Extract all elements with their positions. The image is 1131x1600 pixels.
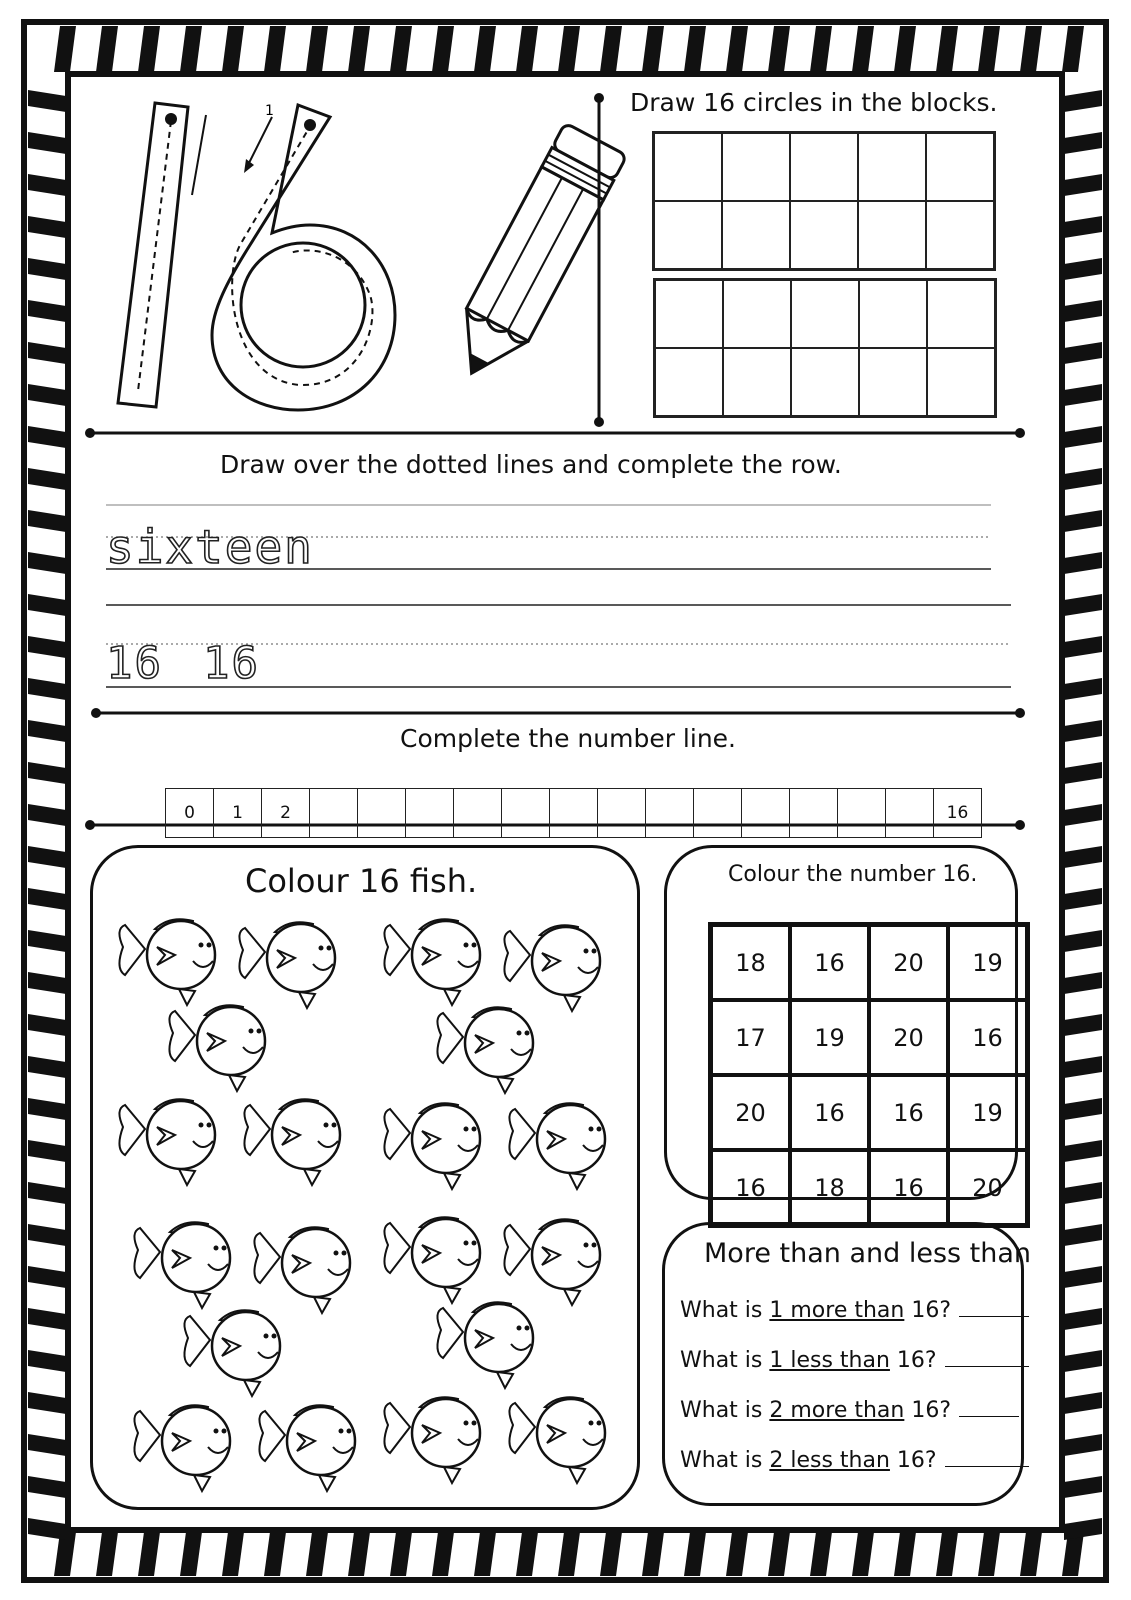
frame-stripe (1064, 1350, 1102, 1372)
frame-stripe (600, 26, 622, 72)
fish-icon[interactable] (504, 925, 600, 1011)
frame-stripe (180, 1532, 202, 1576)
frame-stripe (306, 1532, 328, 1576)
question-text: 16? (889, 1448, 937, 1473)
number-grid-cell[interactable]: 18 (790, 1150, 869, 1225)
frame-stripe (1020, 1532, 1042, 1576)
frame-stripe (28, 846, 66, 868)
question-text: 16? (904, 1298, 952, 1323)
more-less-question (680, 1446, 1029, 1473)
frame-stripe (1064, 1098, 1102, 1120)
frame-stripe (138, 26, 160, 72)
number-grid-cell[interactable]: 16 (711, 1150, 790, 1225)
number-line-cell[interactable] (886, 789, 934, 837)
frame-stripe (1064, 1308, 1102, 1330)
section-divider (84, 426, 1028, 440)
fish-icon[interactable] (504, 1219, 600, 1305)
frame-stripe (1064, 1056, 1102, 1078)
frame-stripe (28, 216, 66, 238)
frame-stripe (138, 1532, 160, 1576)
number-line-cell: 1 (214, 789, 262, 837)
frame-stripe (28, 468, 66, 490)
fish-instruction: Colour 16 fish. (245, 862, 478, 900)
frame-stripe (852, 1532, 874, 1576)
frame-stripe (936, 1532, 958, 1576)
fish-icon[interactable] (384, 919, 480, 1005)
number-grid-cell[interactable]: 16 (790, 925, 869, 1000)
frame-stripe (28, 1308, 66, 1330)
frame-stripe (28, 1056, 66, 1078)
frame-stripe (1064, 846, 1102, 868)
frame-stripe (894, 1532, 916, 1576)
frame-stripe (28, 720, 66, 742)
frame-stripe (28, 90, 66, 112)
frame-stripe (1064, 1476, 1102, 1498)
number-grid[interactable] (708, 922, 1030, 1228)
frame-stripe (1062, 26, 1084, 72)
number-line-cell: 0 (166, 789, 214, 837)
frame-stripe (1064, 1182, 1102, 1204)
frame-stripe (28, 258, 66, 280)
frame-stripe (28, 426, 66, 448)
frame-stripe (28, 930, 66, 952)
question-text: What is (680, 1348, 770, 1373)
frame-stripe (28, 552, 66, 574)
number-grid-cell[interactable]: 19 (948, 1075, 1027, 1150)
frame-stripe (28, 1518, 66, 1540)
frame-stripe (28, 1476, 66, 1498)
question-underlined: 2 less than (769, 1448, 890, 1473)
frame-stripe (642, 26, 664, 72)
frame-stripe (28, 1434, 66, 1456)
frame-stripe (1064, 1266, 1102, 1288)
frame-stripe (390, 26, 412, 72)
frame-stripe (726, 26, 748, 72)
frame-stripe (28, 1350, 66, 1372)
frame-stripe (600, 1532, 622, 1576)
question-text: 16? (904, 1398, 952, 1423)
frame-stripe (348, 1532, 370, 1576)
number-line-cell[interactable] (550, 789, 598, 837)
frame-stripe (28, 1392, 66, 1414)
frame-stripe (222, 1532, 244, 1576)
frame-stripe (1064, 216, 1102, 238)
question-underlined: 1 more than (769, 1298, 905, 1323)
number-line-cell[interactable] (406, 789, 454, 837)
frame-stripe (28, 384, 66, 406)
answer-blank[interactable] (959, 1396, 1019, 1417)
frame-stripe (28, 762, 66, 784)
frame-stripe (1064, 300, 1102, 322)
number-grid-cell[interactable]: 20 (948, 1150, 1027, 1225)
trace-number: 16 (106, 638, 163, 689)
frame-stripe (1064, 1518, 1102, 1540)
question-text: 16? (889, 1348, 937, 1373)
frame-stripe (516, 1532, 538, 1576)
frame-stripe (768, 26, 790, 72)
fish-icon[interactable] (384, 1397, 480, 1483)
fish-icon[interactable] (134, 1405, 230, 1491)
question-underlined: 2 more than (769, 1398, 905, 1423)
fish-icon[interactable] (437, 1302, 533, 1388)
number-line-cell[interactable] (838, 789, 886, 837)
frame-stripe (1064, 1224, 1102, 1246)
frame-stripe (28, 1266, 66, 1288)
svg-text:1: 1 (265, 103, 274, 119)
more-less-title: More than and less than (704, 1238, 1032, 1269)
number-grid-cell[interactable]: 16 (790, 1075, 869, 1150)
frame-stripe (432, 26, 454, 72)
fish-icon[interactable] (119, 919, 215, 1005)
frame-stripe (1064, 762, 1102, 784)
frame-stripe (810, 26, 832, 72)
frame-stripe (390, 1532, 412, 1576)
frame-stripe (936, 26, 958, 72)
number-grid-cell[interactable]: 16 (948, 1000, 1027, 1075)
frame-stripe (978, 1532, 1000, 1576)
frame-stripe (1064, 1392, 1102, 1414)
frame-stripe (28, 678, 66, 700)
number-grid-cell[interactable]: 20 (869, 925, 948, 1000)
frame-stripe (96, 26, 118, 72)
frame-stripe (1064, 636, 1102, 658)
frame-stripe (54, 26, 76, 72)
frame-stripe (684, 26, 706, 72)
frame-stripe (1064, 1014, 1102, 1036)
fish-icon[interactable] (254, 1227, 350, 1313)
question-text: What is (680, 1398, 770, 1423)
number-grid-cell[interactable]: 20 (869, 1000, 948, 1075)
number-line-cell[interactable] (694, 789, 742, 837)
fish-icon[interactable] (244, 1099, 340, 1185)
frame-stripe (1064, 132, 1102, 154)
frame-stripe (1064, 510, 1102, 532)
number-grid-cell[interactable]: 17 (711, 1000, 790, 1075)
number-line-cell[interactable] (502, 789, 550, 837)
number-grid-cell[interactable]: 19 (948, 925, 1027, 1000)
answer-blank[interactable] (945, 1346, 1029, 1367)
frame-stripe (28, 1140, 66, 1162)
fish-icon[interactable] (184, 1310, 280, 1396)
frame-stripe (28, 1182, 66, 1204)
frame-stripe (1064, 174, 1102, 196)
writing-instruction: Draw over the dotted lines and complete the row. (220, 450, 842, 479)
more-less-question (680, 1296, 1029, 1323)
section-divider (90, 706, 1034, 720)
number-grid-cell[interactable]: 20 (711, 1075, 790, 1150)
number-line[interactable] (165, 788, 982, 838)
frame-stripe (1064, 972, 1102, 994)
fish-icon[interactable] (119, 1099, 215, 1185)
fish-icon[interactable] (509, 1397, 605, 1483)
frame-stripe (1064, 468, 1102, 490)
question-text: What is (680, 1448, 770, 1473)
frame-stripe (1064, 930, 1102, 952)
number-line-cell[interactable] (742, 789, 790, 837)
big-numeral-16-trace (100, 95, 440, 425)
number-grid-cell[interactable]: 19 (790, 1000, 869, 1075)
fish-group (95, 905, 635, 1505)
frame-stripe (1064, 1140, 1102, 1162)
frame-stripe (28, 972, 66, 994)
more-less-question (680, 1396, 1019, 1423)
fish-icon[interactable] (509, 1103, 605, 1189)
frame-stripe (28, 1224, 66, 1246)
frame-stripe (768, 1532, 790, 1576)
frame-stripe (1064, 342, 1102, 364)
frame-stripe (1064, 90, 1102, 112)
frame-stripe (306, 26, 328, 72)
fish-icon[interactable] (169, 1005, 265, 1091)
frame-stripe (28, 594, 66, 616)
answer-blank[interactable] (945, 1446, 1029, 1467)
question-text: What is (680, 1298, 770, 1323)
frame-stripe (28, 636, 66, 658)
frame-stripe (28, 510, 66, 532)
trace-number: 16 (202, 638, 260, 689)
number-line-instruction: Complete the number line. (400, 724, 736, 753)
frame-stripe (558, 26, 580, 72)
frame-stripe (1064, 678, 1102, 700)
frame-stripe (348, 26, 370, 72)
number-line-cell[interactable] (646, 789, 694, 837)
frame-stripe (28, 342, 66, 364)
fish-icon[interactable] (384, 1103, 480, 1189)
frame-stripe (474, 26, 496, 72)
fish-icon[interactable] (437, 1007, 533, 1093)
number-line-cell: 2 (262, 789, 310, 837)
frame-stripe (1064, 384, 1102, 406)
frame-stripe (28, 300, 66, 322)
frame-stripe (726, 1532, 748, 1576)
fish-icon[interactable] (134, 1222, 230, 1308)
frame-stripe (474, 1532, 496, 1576)
frame-stripe (852, 26, 874, 72)
number-line-cell[interactable] (598, 789, 646, 837)
trace-numbers (106, 638, 260, 689)
fish-icon[interactable] (239, 922, 335, 1008)
number-grid-cell[interactable]: 18 (711, 925, 790, 1000)
number-grid-cell[interactable]: 16 (869, 1075, 948, 1150)
fish-icon[interactable] (259, 1405, 355, 1491)
number-line-cell: 16 (934, 789, 982, 837)
frame-stripe (28, 1014, 66, 1036)
frame-stripe (1064, 258, 1102, 280)
ten-frame-top[interactable] (652, 131, 996, 271)
answer-blank[interactable] (959, 1296, 1029, 1317)
question-underlined: 1 less than (769, 1348, 890, 1373)
frame-stripe (1064, 720, 1102, 742)
frame-stripe (1064, 552, 1102, 574)
colour-number-instruction: Colour the number 16. (728, 862, 978, 887)
blocks-instruction: Draw 16 circles in the blocks. (630, 88, 998, 117)
number-line-cell[interactable] (310, 789, 358, 837)
number-line-cell[interactable] (454, 789, 502, 837)
frame-stripe (684, 1532, 706, 1576)
frame-stripe (28, 132, 66, 154)
frame-stripe (264, 26, 286, 72)
frame-stripe (978, 26, 1000, 72)
ten-frame-bottom[interactable] (653, 278, 997, 418)
frame-stripe (810, 1532, 832, 1576)
frame-stripe (1020, 26, 1042, 72)
frame-stripe (28, 174, 66, 196)
frame-stripe (1064, 426, 1102, 448)
frame-stripe (222, 26, 244, 72)
frame-stripe (1064, 804, 1102, 826)
frame-stripe (96, 1532, 118, 1576)
frame-stripe (1064, 1434, 1102, 1456)
number-line-cell[interactable] (358, 789, 406, 837)
vertical-divider (592, 92, 606, 432)
number-grid-cell[interactable]: 16 (869, 1150, 948, 1225)
frame-stripe (516, 26, 538, 72)
frame-stripe (28, 804, 66, 826)
more-less-question (680, 1346, 1029, 1373)
frame-stripe (1064, 594, 1102, 616)
number-line-cell[interactable] (790, 789, 838, 837)
frame-stripe (1064, 888, 1102, 910)
frame-stripe (432, 1532, 454, 1576)
frame-stripe (894, 26, 916, 72)
frame-stripe (264, 1532, 286, 1576)
trace-word: sixteen (106, 520, 314, 574)
frame-stripe (180, 26, 202, 72)
fish-icon[interactable] (384, 1217, 480, 1303)
frame-stripe (28, 888, 66, 910)
frame-stripe (558, 1532, 580, 1576)
frame-stripe (642, 1532, 664, 1576)
frame-stripe (28, 1098, 66, 1120)
